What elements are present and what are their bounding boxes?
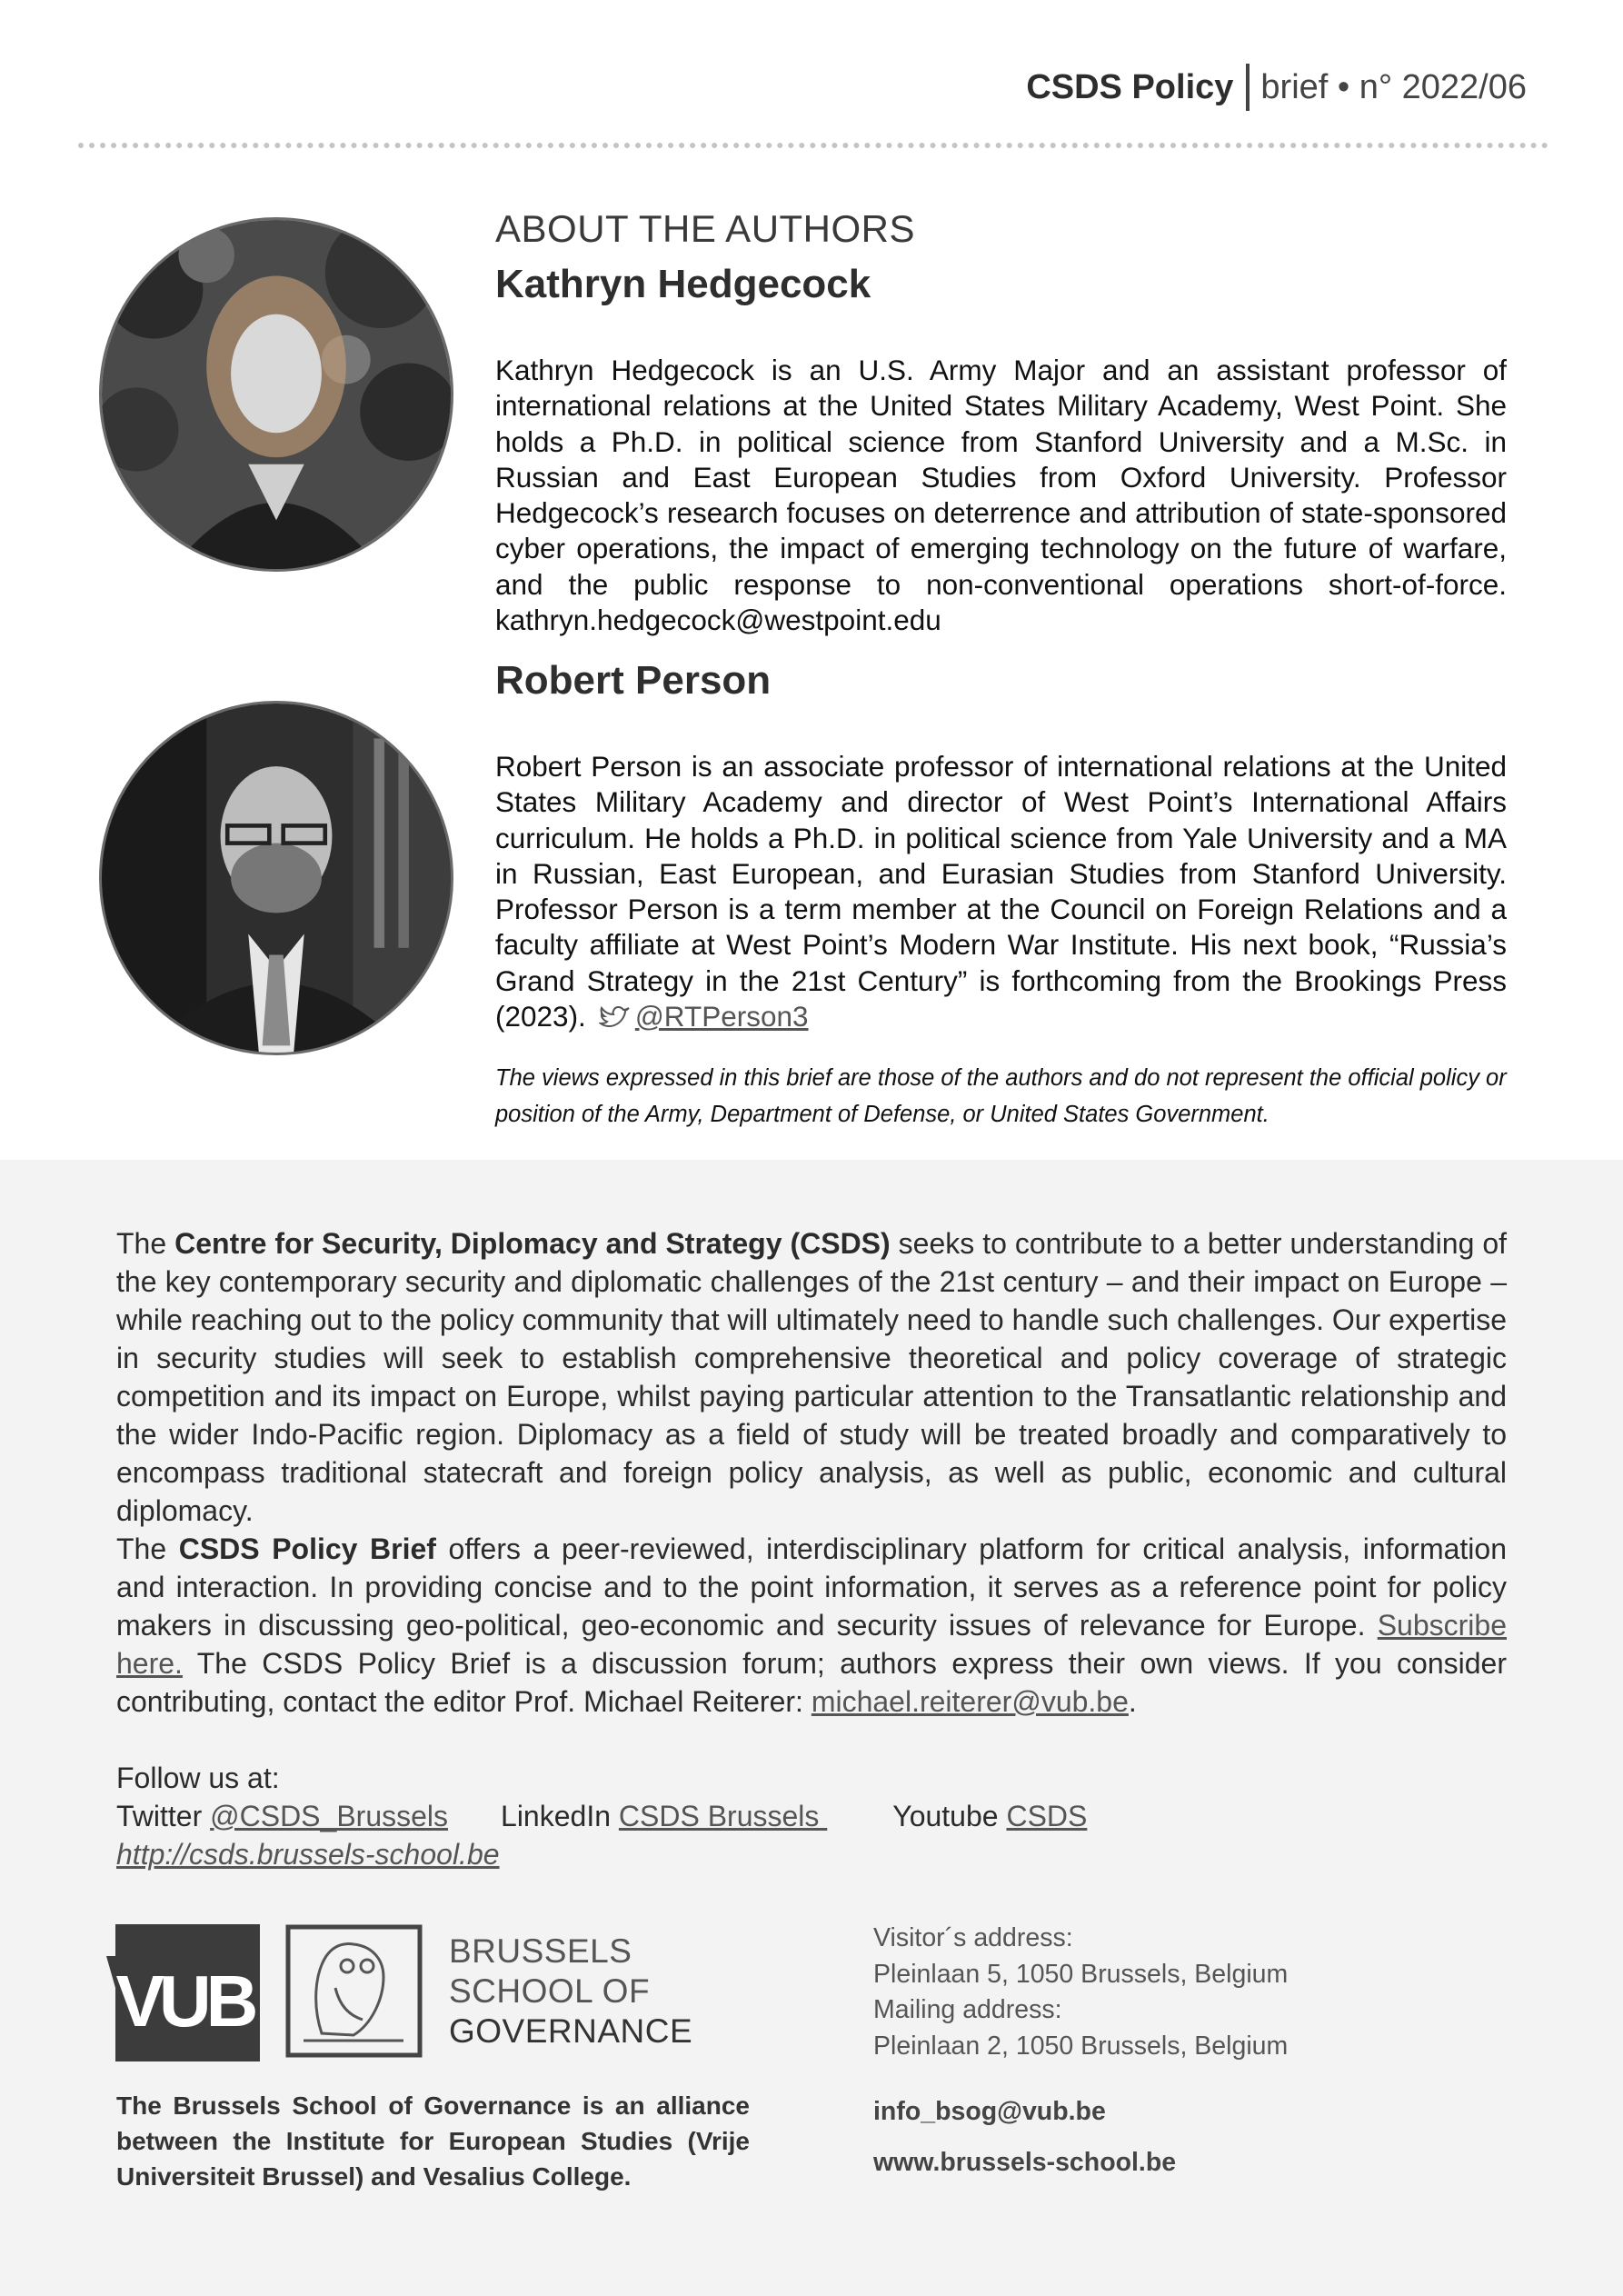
linkedin-link[interactable]: CSDS Brussels bbox=[618, 1800, 828, 1832]
policy-brief-description bbox=[116, 1530, 1507, 1721]
csds-p2-start: The bbox=[116, 1532, 179, 1565]
author-bio-person bbox=[495, 749, 1507, 1034]
header-brand: CSDS Policy bbox=[1026, 67, 1234, 106]
linkedin-label: LinkedIn bbox=[501, 1800, 619, 1832]
author-name-hedgecock: Kathryn Hedgecock bbox=[495, 262, 871, 306]
csds-p1-rest: seeks to contribute to a better understanding of the key contemporary security and diplomatic challenges of the 21st century – and their impact on Europe – while reaching out to the policy community that will ultimately need to handle such challenges. Our expertise in security studies will seek to establish comprehensive theoretical and policy coverage of strategic competition and its impact on Europe, whilst paying particular attention to the Transatlantic relationship and the wider Indo-Pacific region. Diplomacy as a field of study will be treated broadly and comparatively to encompass traditional statecraft and foreign policy analysis, as well as public, economic and cultural diplomacy. bbox=[116, 1227, 1508, 1527]
csds-p2-after: The CSDS Policy Brief is a discussion forum; authors express their own views. If you consider contributing, contact the editor Prof. Michael Reiterer: bbox=[116, 1647, 1507, 1718]
visitor-address: Pleinlaan 5, 1050 Brussels, Belgium bbox=[873, 1959, 1289, 1989]
csds-name-bold: Centre for Security, Diplomacy and Strategy (CSDS) bbox=[174, 1227, 891, 1260]
header-divider bbox=[1246, 64, 1250, 111]
social-links bbox=[116, 1797, 1087, 1835]
contact-email[interactable]: info_bsog@vub.be bbox=[873, 2097, 1106, 2126]
bsog-line2: SCHOOL OF bbox=[449, 1972, 651, 2010]
about-authors-heading: ABOUT THE AUTHORS bbox=[495, 207, 916, 250]
page-header bbox=[1026, 64, 1527, 111]
author-photo-hedgecock bbox=[99, 217, 453, 572]
twitter-label: Twitter bbox=[116, 1800, 211, 1832]
header-issue: brief • n° 2022/06 bbox=[1260, 67, 1527, 106]
address-block bbox=[873, 1921, 1288, 2064]
alliance-statement: The Brussels School of Governance is an alliance between the Institute for European Studies (Vrije Universiteit Brussel) and Vesalius College. bbox=[116, 2091, 750, 2191]
csds-p2-rest: offers a peer-reviewed, interdisciplinary platform for critical analysis, information and interaction. In providing concise and to the point information, it serves as a reference point for policy makers in discussing geo-political, geo-economic and security issues of relevance for Europe. bbox=[116, 1532, 1507, 1642]
bsog-line3: GOVERNANCE bbox=[449, 2012, 693, 2050]
twitter-bird-icon bbox=[599, 1003, 632, 1031]
editor-email-link[interactable]: michael.reiterer@vub.be bbox=[811, 1685, 1129, 1718]
csds-description bbox=[116, 1224, 1507, 1530]
csds-website-link[interactable]: http://csds.brussels-school.be bbox=[116, 1838, 500, 1871]
follow-label: Follow us at: bbox=[116, 1762, 280, 1794]
csds-p2-end: . bbox=[1128, 1685, 1137, 1718]
twitter-link[interactable]: @CSDS_Brussels bbox=[210, 1800, 449, 1832]
svg-text:VUB: VUB bbox=[115, 1961, 254, 2041]
youtube-label: Youtube bbox=[892, 1800, 1007, 1832]
twitter-handle-link[interactable]: @RTPerson3 bbox=[634, 1000, 809, 1033]
mailing-address-label: Mailing address: bbox=[873, 1995, 1062, 2024]
author-bio-text: Robert Person is an associate professor of international relations at the United States Military Academy and director of West Point’s International Affairs curriculum. He holds a Ph.D. in political science from Yale University and a MA in Russian, East European, and Eurasian Studies from Stanford University. Professor Person is a term member at the Council on Foreign Relations and a faculty affiliate at West Point’s Modern War Institute. His next book, “Russia’s Grand Strategy in the 21st Century” is forthcoming from the Brookings Press (2023). bbox=[495, 750, 1507, 1033]
csds-p1-start: The bbox=[116, 1227, 175, 1260]
mailing-address: Pleinlaan 2, 1050 Brussels, Belgium bbox=[873, 2031, 1289, 2061]
author-bio-hedgecock: Kathryn Hedgecock is an U.S. Army Major and an assistant professor of international relations at the United States Military Academy, West Point. She holds a Ph.D. in political science from Stanford University and a M.Sc. in Russian and East European Studies from Oxford University. Professor Hedgecock’s research focuses on deterrence and attribution of state-sponsored cyber operations, the impact of emerging technology on the future of warfare, and the public response to non-conventional operations short-of-force. kathryn.hedgecock@westpoint.edu bbox=[495, 354, 1507, 637]
author-photo-person bbox=[99, 701, 453, 1055]
disclaimer: The views expressed in this brief are those of the authors and do not represent the official policy or position of the Army, Department of Defense, or United States Government. bbox=[495, 1065, 1507, 1127]
subscribe-link[interactable]: Subscribe here. bbox=[116, 1609, 1507, 1680]
dotted-separator bbox=[78, 143, 1548, 148]
youtube-link[interactable]: CSDS bbox=[1006, 1800, 1088, 1832]
author-name-person: Robert Person bbox=[495, 658, 772, 703]
visitor-address-label: Visitor´s address: bbox=[873, 1923, 1073, 1952]
policy-brief-bold: CSDS Policy Brief bbox=[178, 1532, 436, 1565]
owl-logo-icon bbox=[285, 1924, 423, 2058]
bsog-line1: BRUSSELS bbox=[449, 1932, 632, 1970]
bsog-wordmark bbox=[449, 1932, 692, 2051]
contact-website[interactable]: www.brussels-school.be bbox=[873, 2148, 1177, 2177]
vub-logo bbox=[106, 1924, 260, 2061]
